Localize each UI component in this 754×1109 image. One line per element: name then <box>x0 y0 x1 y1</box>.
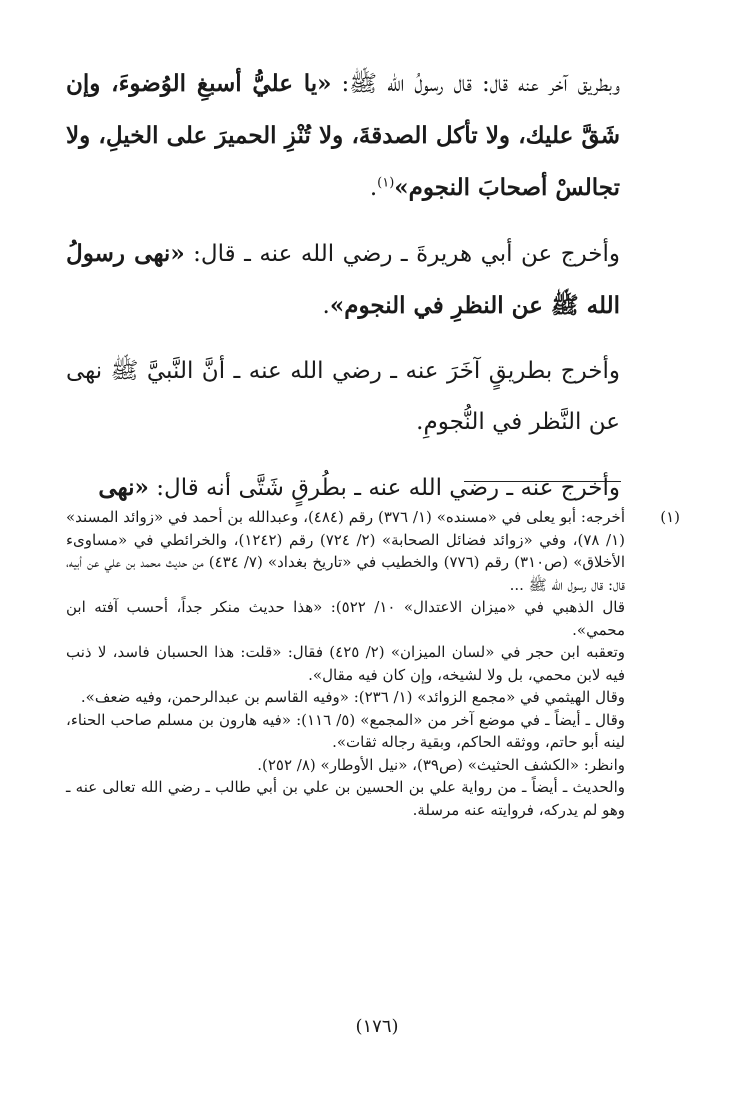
footnote-line: وتعقبه ابن حجر في «لسان الميزان» (٢/ ٤٢٥) فقال: «قلت: هذا الحسبان فاسد، لا ذنب فيه لابن محمي، بل ولا لشيخه، وإن كان فيه مقال». <box>66 643 625 684</box>
hadith-quote-2: «نهى رسولُ الله ﷺ عن النظرِ في النجوم» <box>66 240 620 319</box>
footnote-line: وقال ـ أيضاً ـ في موضع آخر من «المجمع» (٥/ ١١٦): «فيه هارون بن مسلم صاحب الحناء، لينه أبو حاتم، ووثقه الحاكم، وبقية رجاله ثقات». <box>66 710 625 751</box>
paragraph-1-intro: وبطريق آخر عنه قال: قال رسولُ الله ﷺ: <box>331 71 621 97</box>
paragraph-4-intro: وأخرج عنه ـ رضي الله عنه ـ بطُرقٍ شَتَّى أنه قال: <box>148 475 620 501</box>
footnotes <box>66 506 680 821</box>
paragraph-2 <box>66 228 620 332</box>
paragraph-1 <box>66 58 620 214</box>
footnote-line: أخرجه: أبو يعلى في «مسنده» (١/ ٣٧٦) رقم (٤٨٤)، وعبدالله بن أحمد في «زوائد المسند» (١/ ٧٨)، وفي «زوائد فضائل الصحابة» (٢/ ٧٢٤) رقم (١٢٤٢)، والخرائطي في «مساوىء الأخلاق» (ص٣١٠) رقم (٧٧٦) والخطيب في «تاريخ بغداد» (٧/ ٤٣٤) من حديث محمد بن علي عن أبيه، قال: قال رسول الله ﷺ ... <box>66 508 626 594</box>
paragraph-2-intro: وأخرج عن أبي هريرةَ ـ رضي الله عنه ـ قال: <box>184 241 620 267</box>
footnote-line: وانظر: «الكشف الحثيث» (ص٣٩)، «نيل الأوطار» (٨/ ٢٥٢). <box>257 755 625 774</box>
paragraph-2-end: . <box>322 293 330 319</box>
paragraph-3: وأخرج بطريقٍ آخَرَ عنه ـ رضي الله عنه ـ أنَّ النَّبيَّ ﷺ نهى عن النَّظر في النُّجومِ. <box>66 358 620 435</box>
footnote-marker: (١) <box>377 175 395 191</box>
paragraph-1-end: . <box>369 175 378 201</box>
footnote-line: قال الذهبي في «ميزان الاعتدال» ١٠/ ٥٢٢): «هذا حديث منكر جداً، أحسب آفته ابن محمي». <box>66 598 625 639</box>
footnote-number: (١) <box>660 508 680 526</box>
hadith-quote-4: «نهى <box>98 474 149 501</box>
main-text <box>66 58 620 528</box>
footnote-line: والحديث ـ أيضاً ـ من رواية علي بن الحسين بن علي بن أبي طالب ـ رضي الله تعالى عنه ـ وهو لم يدركه، فروايته عنه مرسلة. <box>66 778 625 819</box>
footnote-separator <box>464 481 621 482</box>
footnote-1 <box>66 506 680 821</box>
page-number: (١٧٦) <box>355 1016 399 1037</box>
hadith-quote-1: «يا عليُّ أسبغِ الوُضوءَ، وإن شَقَّ عليك، ولا تأكل الصدقةَ، ولا تُنْزِ الحميرَ على الخيلِ، ولا تجالسْ أصحابَ النجوم» <box>66 70 620 201</box>
footnote-line: وقال الهيثمي في «مجمع الزوائد» (١/ ٢٣٦): «وفيه القاسم بن عبدالرحمن، وفيه ضعف». <box>80 688 625 706</box>
